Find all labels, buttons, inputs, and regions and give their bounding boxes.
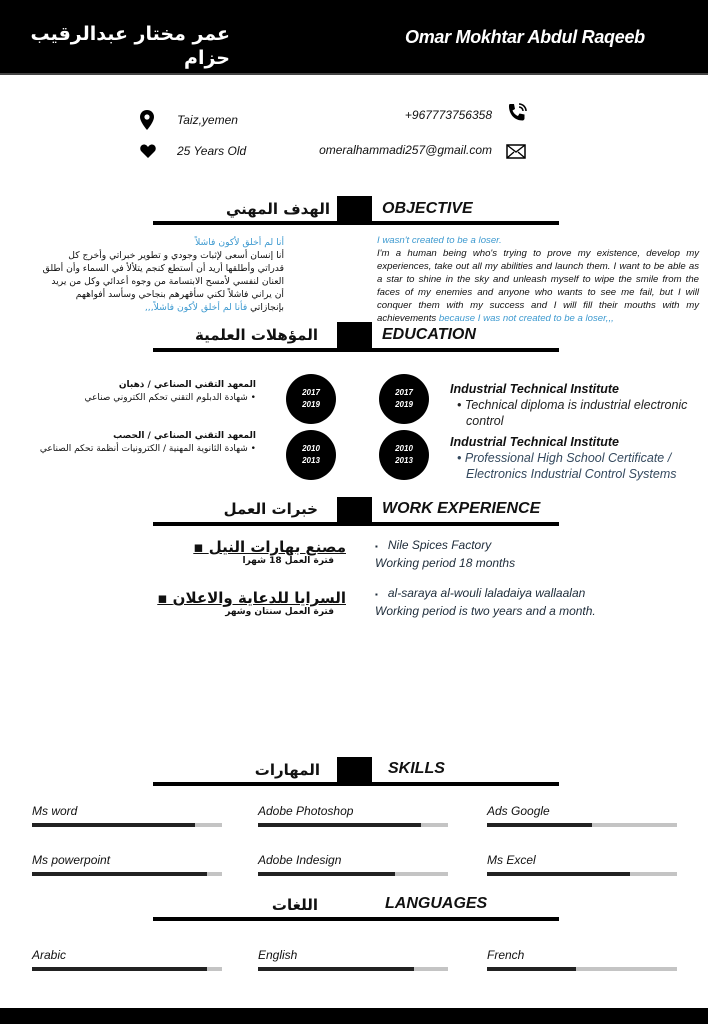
language-level-bar bbox=[32, 967, 222, 971]
work-item-ar bbox=[100, 538, 346, 566]
skill-level-bar bbox=[258, 872, 448, 876]
objective-title-en: OBJECTIVE bbox=[382, 200, 473, 217]
skill-level-bar bbox=[487, 823, 677, 827]
company-ar: السرايا للدعاية والاعلان ▪ bbox=[157, 589, 346, 607]
objective-title-ar: الهدف المهني bbox=[225, 200, 330, 218]
institute-ar: المعهد التقني الصناعي / الحصب bbox=[113, 431, 256, 441]
skill-label: Ms powerpoint bbox=[32, 853, 111, 867]
objective-tail-en: because I was not created to be a loser,,, bbox=[438, 313, 614, 324]
language-level-fill bbox=[487, 967, 576, 971]
education-item-ar bbox=[6, 379, 256, 405]
education-item-ar bbox=[6, 430, 256, 456]
section-divider bbox=[153, 917, 559, 921]
year-start: 2017 bbox=[395, 388, 413, 397]
section-divider bbox=[153, 522, 559, 526]
skill-level-bar bbox=[258, 823, 448, 827]
language-label: Arabic bbox=[32, 948, 67, 962]
certificate-en: • Technical diploma is industrial electronic control bbox=[457, 398, 688, 428]
languages-title-ar: اللغات bbox=[271, 896, 318, 914]
certificate-en-text: Professional High School Certificate / Electronics Industrial Control Systems bbox=[464, 451, 677, 481]
company-ar-text: مصنع بهارات النيل bbox=[208, 538, 346, 556]
work-item-ar bbox=[100, 589, 346, 617]
company-ar-text: السرايا للدعاية والاعلان bbox=[172, 589, 346, 607]
certificate-ar: • شهادة الدبلوم التقني تحكم الكتروني صناعي bbox=[84, 393, 256, 403]
objective-body-en: I'm a human being who's trying to prove my existence, develop my experiences, take out all my abilities and launch them. I want to be able as a star to shine in the sky and unleash myself to wipe the smile from the faces of my enemies and anyone who wants to see me fail, but I will conquer them with my success and I will fill their mouths with my achievements bbox=[377, 248, 699, 324]
language-level-bar bbox=[258, 967, 448, 971]
skill-level-bar bbox=[32, 823, 222, 827]
objective-body-ar: أنا إنسان أسعى لإثبات وجودي و تطوير خبراتي وأخرج كل قدراتي وأطلقها أريد أن أستطع كنجم يتلألأ في السماء وأن أطلق العنان لنفسي لأمسح الابتسامة من وجوه أعدائي وكل من يريد أن يراني فاشلاً لكني سأقهرهم بنجاحي وسأسد أفواههم بإنجازاتي bbox=[42, 250, 284, 313]
objective-lead-en: I wasn't created to be a loser. bbox=[377, 235, 502, 246]
objective-tail-ar: فأنا لم أخلق لأكون فاشلاً,,, bbox=[144, 302, 248, 313]
skill-label: Ms Excel bbox=[487, 853, 536, 867]
period-ar: فترة العمل 18 شهرا bbox=[242, 556, 334, 566]
age-text: 25 Years Old bbox=[177, 144, 247, 158]
language-level-fill bbox=[258, 967, 414, 971]
skill-label: Ads Google bbox=[487, 804, 550, 818]
language-level-bar bbox=[487, 967, 677, 971]
skill-level-fill bbox=[258, 823, 421, 827]
envelope-icon bbox=[506, 144, 526, 159]
footer-bar bbox=[0, 1008, 708, 1024]
company-en-text: Nile Spices Factory bbox=[387, 538, 492, 552]
year-end: 2019 bbox=[302, 400, 320, 409]
location-text: Taiz,yemen bbox=[177, 113, 238, 127]
skill-level-bar bbox=[487, 872, 677, 876]
skill-level-bar bbox=[32, 872, 222, 876]
education-title-en: EDUCATION bbox=[382, 326, 476, 343]
language-label: French bbox=[487, 948, 525, 962]
education-item-en bbox=[450, 381, 700, 429]
company-ar: مصنع بهارات النيل ▪ bbox=[193, 538, 346, 556]
company-en-text: al-saraya al-wouli laladaiya wallaalan bbox=[387, 586, 586, 600]
year-start: 2017 bbox=[302, 388, 320, 397]
skill-level-fill bbox=[487, 823, 592, 827]
heart-icon bbox=[140, 144, 156, 158]
years-badge bbox=[286, 430, 336, 480]
objective-text-ar bbox=[42, 236, 284, 314]
years-badge bbox=[379, 374, 429, 424]
section-divider bbox=[153, 782, 559, 786]
years-badge bbox=[379, 430, 429, 480]
skill-level-fill bbox=[258, 872, 395, 876]
work-title-ar: خبرات العمل bbox=[223, 500, 318, 518]
skill-level-fill bbox=[487, 872, 630, 876]
skill-label: Ms word bbox=[32, 804, 78, 818]
section-marker bbox=[337, 196, 372, 223]
year-end: 2013 bbox=[395, 456, 413, 465]
certificate-ar: • شهادة الثانوية المهنية / الكترونيات أنظمة تحكم الصناعي bbox=[39, 444, 256, 454]
objective-lead-ar: أنا لم أخلق لأكون فاشلاً bbox=[195, 237, 284, 248]
languages-title-en: LANGUAGES bbox=[385, 895, 488, 912]
institute-ar: المعهد التقني الصناعي / ذهبان bbox=[118, 380, 256, 390]
certificate-en: • Professional High School Certificate / Electronics Industrial Control Systems bbox=[457, 451, 677, 481]
section-marker bbox=[337, 322, 372, 349]
name-english: Omar Mokhtar Abdul Raqeeb bbox=[405, 27, 645, 47]
section-divider bbox=[153, 221, 559, 225]
year-end: 2013 bbox=[302, 456, 320, 465]
phone-text: +967773756358 bbox=[404, 108, 492, 122]
period-en: Working period is two years and a month. bbox=[375, 604, 596, 618]
year-start: 2010 bbox=[302, 444, 320, 453]
language-label: English bbox=[258, 948, 298, 962]
skills-title-ar: المهارات bbox=[254, 761, 320, 779]
email-text: omeralhammadi257@gmail.com bbox=[319, 143, 492, 157]
name-arabic: عمر مختار عبدالرقيب حزام bbox=[30, 23, 230, 69]
education-item-en bbox=[450, 434, 700, 482]
education-title-ar: المؤهلات العلمية bbox=[195, 326, 318, 344]
skill-level-fill bbox=[32, 823, 195, 827]
company-en: ▪ Nile Spices Factory bbox=[375, 538, 492, 552]
institute-en: Industrial Technical Institute bbox=[450, 435, 620, 449]
period-ar: فترة العمل سنتان وشهر bbox=[225, 607, 334, 617]
work-item-en bbox=[375, 537, 695, 571]
location-pin-icon bbox=[140, 110, 154, 130]
section-marker bbox=[337, 497, 372, 524]
institute-en: Industrial Technical Institute bbox=[450, 382, 620, 396]
phone-icon bbox=[506, 102, 528, 124]
language-level-fill bbox=[32, 967, 207, 971]
period-en: Working period 18 months bbox=[375, 556, 516, 570]
work-title-en: WORK EXPERIENCE bbox=[382, 500, 541, 517]
work-item-en bbox=[375, 585, 695, 619]
skill-level-fill bbox=[32, 872, 207, 876]
skill-label: Adobe Photoshop bbox=[258, 804, 354, 818]
certificate-en-text: Technical diploma is industrial electronic control bbox=[464, 398, 688, 428]
company-en: ▪ al-saraya al-wouli laladaiya wallaalan bbox=[375, 586, 586, 600]
section-marker bbox=[337, 757, 372, 784]
year-start: 2010 bbox=[395, 444, 413, 453]
header-banner bbox=[0, 0, 708, 75]
years-badge bbox=[286, 374, 336, 424]
year-end: 2019 bbox=[395, 400, 413, 409]
skill-label: Adobe Indesign bbox=[258, 853, 342, 867]
skills-title-en: SKILLS bbox=[388, 760, 445, 777]
objective-text-en bbox=[377, 234, 699, 325]
section-divider bbox=[153, 348, 559, 352]
